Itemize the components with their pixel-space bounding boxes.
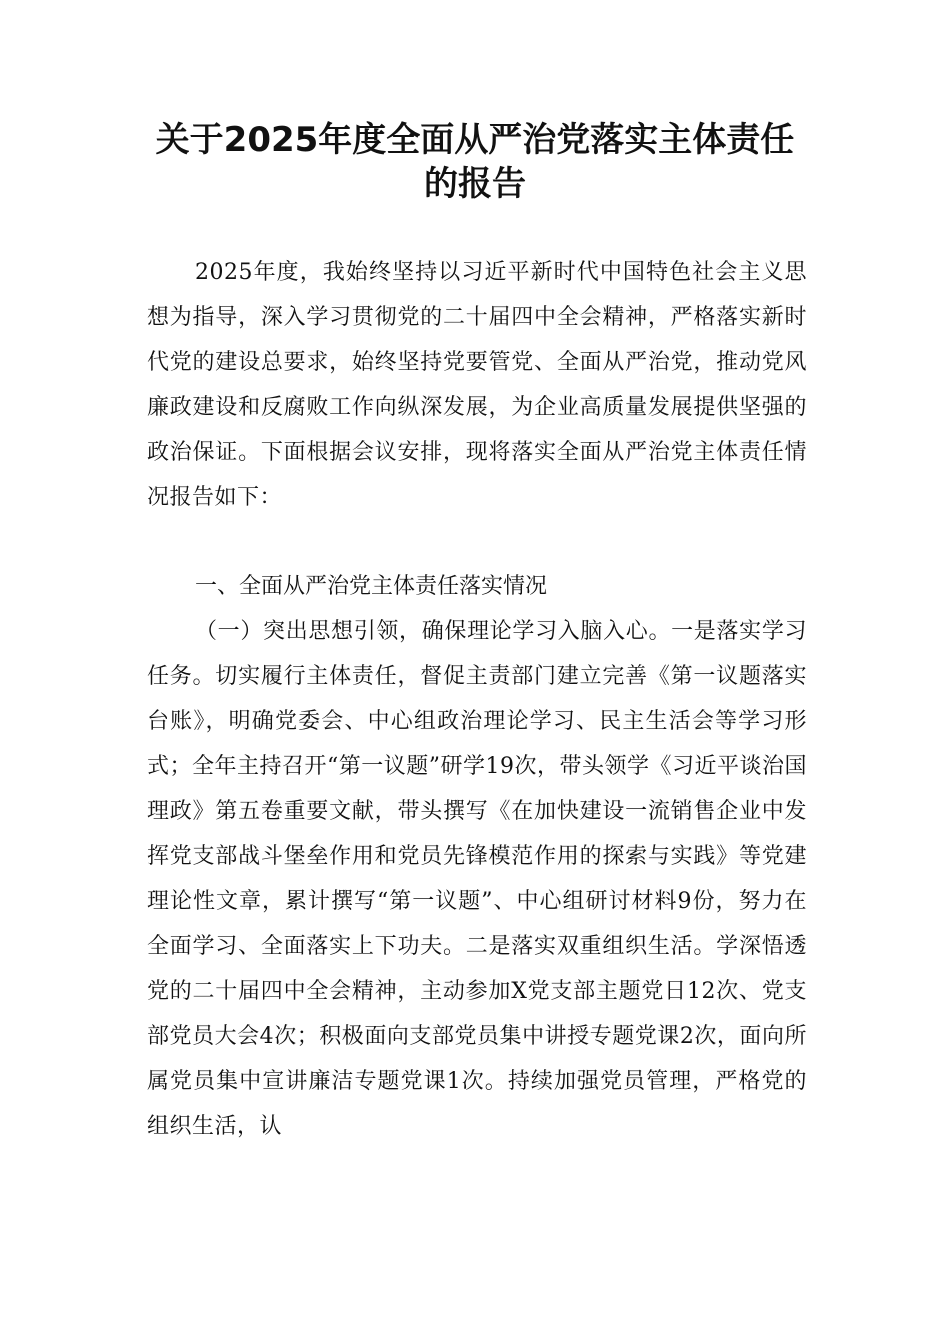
section-heading-1: 一、全面从严治党主体责任落实情况: [195, 574, 548, 599]
document-title: [140, 118, 810, 206]
section1-paragraph-1: （一）突出思想引领，确保理论学习入脑入心。一是落实学习任务。切实履行主体责任，督促主责部门建立完善《第一议题落实台账》，明确党委会、中心组政治理论学习、民主生活会等学习形式；全年主持召开“第一议题”研学19次，带头领学《习近平谈治国理政》第五卷重要文献，带头撰写《在加快建设一流销售企业中发挥党支部战斗堡垒作用和党员先锋模范作用的探索与实践》等党建理论性文章，累计撰写“第一议题”、中心组研讨材料9份，努力在全面学习、全面落实上下功夫。二是落实双重组织生活。学深悟透党的二十届四中全会精神，主动参加X党支部主题党日12次、党支部党员大会4次；积极面向支部党员集中讲授专题党课2次，面向所属党员集中宣讲廉洁专题党课1次。持续加强党员管理，严格党的组织生活，认: [147, 619, 807, 1139]
title-line-2: 的报告: [424, 164, 526, 204]
title-line-1: 关于2025年度全面从严治党落实主体责任: [155, 120, 795, 160]
intro-paragraph: 2025年度，我始终坚持以习近平新时代中国特色社会主义思想为指导，深入学习贯彻党的二十届四中全会精神，严格落实新时代党的建设总要求，始终坚持党要管党、全面从严治党，推动党风廉政建设和反腐败工作向纵深发展，为企业高质量发展提供坚强的政治保证。下面根据会议安排，现将落实全面从严治党主体责任情况报告如下：: [147, 260, 807, 510]
